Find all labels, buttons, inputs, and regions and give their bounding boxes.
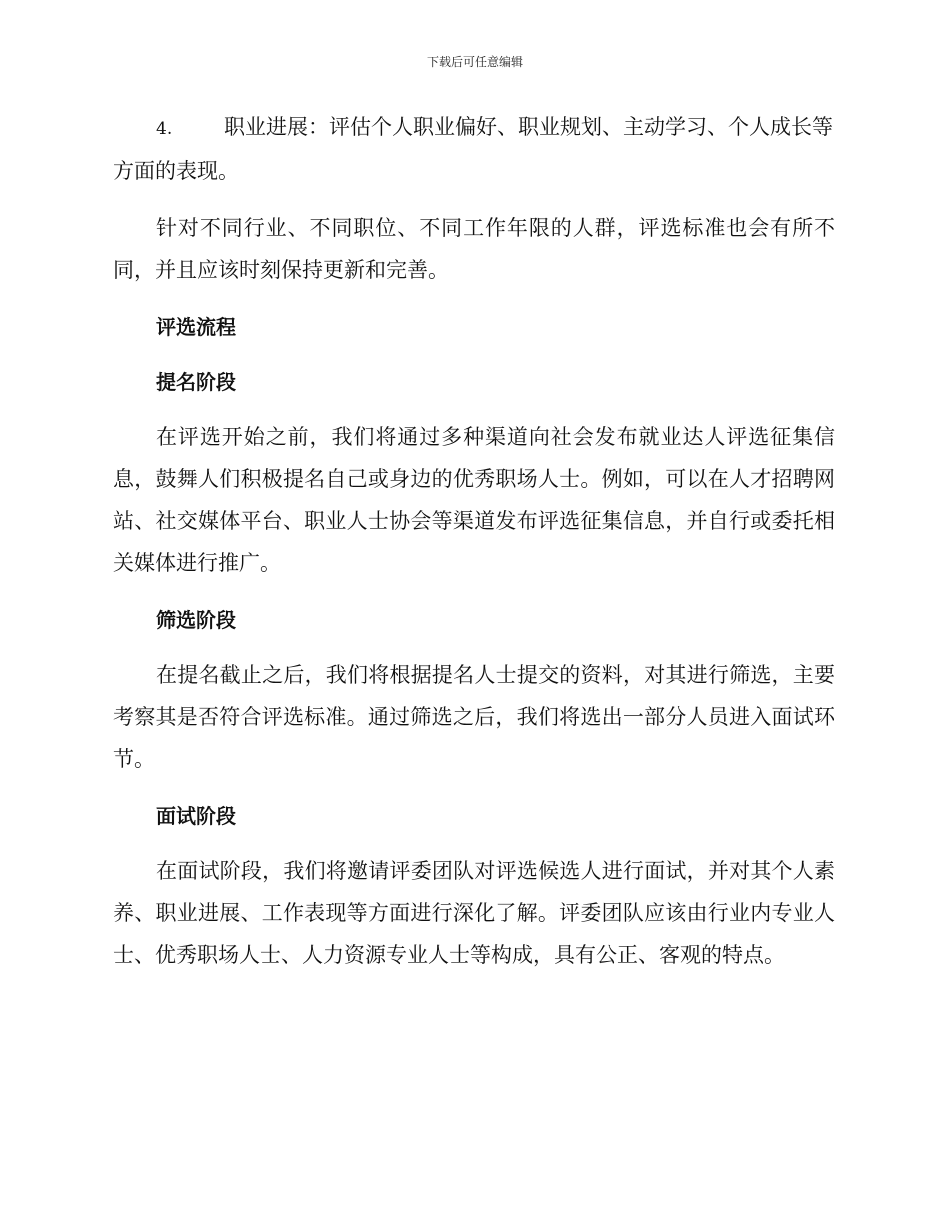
list-item-4 bbox=[113, 106, 835, 192]
paragraph-screening: 在提名截止之后，我们将根据提名人士提交的资料，对其进行筛选，主要考察其是否符合评选标准。通过筛选之后，我们将选出一部分人员进入面试环节。 bbox=[113, 663, 835, 771]
section-heading-screening: 筛选阶段 bbox=[156, 608, 236, 632]
section-heading-interview: 面试阶段 bbox=[156, 804, 236, 828]
list-number: 4. bbox=[156, 119, 173, 139]
paragraph-nomination: 在评选开始之前，我们将通过多种渠道向社会发布就业达人评选征集信息，鼓舞人们积极提名自己或身边的优秀职场人士。例如，可以在人才招聘网站、社交媒体平台、职业人士协会等渠道发布评选征集信息，并自行或委托相关媒体进行推广。 bbox=[113, 425, 835, 575]
section-heading-process: 评选流程 bbox=[156, 315, 236, 339]
document-body bbox=[113, 106, 835, 991]
paragraph-criteria-note: 针对不同行业、不同职位、不同工作年限的人群，评选标准也会有所不同，并且应该时刻保持更新和完善。 bbox=[113, 216, 835, 282]
section-heading-nomination: 提名阶段 bbox=[156, 370, 236, 394]
list-item-text: 职业进展：评估个人职业偏好、职业规划、主动学习、个人成长等方面的表现。 bbox=[113, 115, 833, 183]
page-header: 下载后可任意编辑 bbox=[426, 55, 523, 69]
paragraph-interview: 在面试阶段，我们将邀请评委团队对评选候选人进行面试，并对其个人素养、职业进展、工作表现等方面进行深化了解。评委团队应该由行业内专业人士、优秀职场人士、人力资源专业人士等构成，具有公正、客观的特点。 bbox=[113, 859, 835, 967]
